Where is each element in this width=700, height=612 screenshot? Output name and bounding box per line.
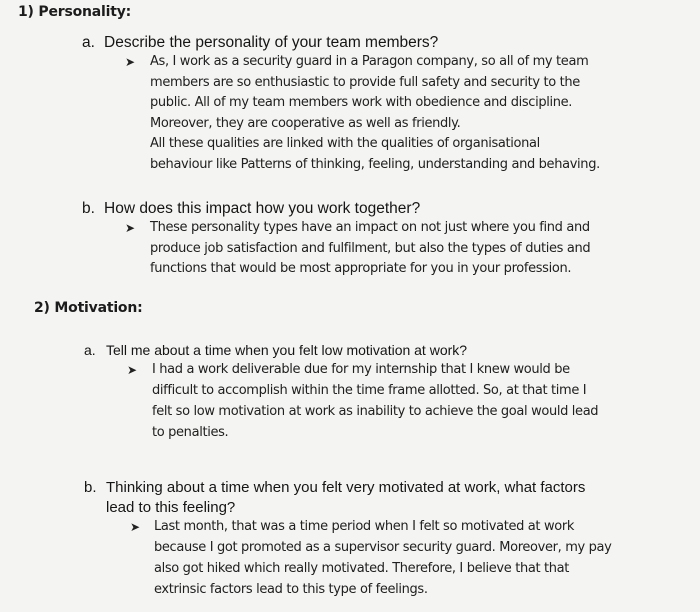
question-text: How does this impact how you work together? [104, 200, 421, 217]
answer-line: These personality types have an impact on not just where you find and [150, 220, 590, 235]
answer-2b [154, 516, 612, 600]
question-1b [82, 200, 420, 218]
question-letter: b. [82, 200, 95, 217]
answer-line: As, I work as a security guard in a Paragon company, so all of my team [150, 54, 589, 69]
question-2a [84, 342, 467, 358]
question-letter: b. [84, 479, 97, 496]
answer-2a [152, 359, 598, 443]
question-text: Describe the personality of your team members? [104, 34, 439, 51]
answer-line: also got hiked which really motivated. Therefore, I believe that that [154, 561, 569, 576]
question-2b [84, 478, 585, 518]
question-text-line: Thinking about a time when you felt very motivated at work, what factors [106, 479, 586, 496]
answer-line: because I got promoted as a supervisor security guard. Moreover, my pay [154, 540, 612, 555]
answer-line: members are so enthusiastic to provide full safety and security to the [150, 74, 580, 90]
bullet-arrow-icon: ➤ [127, 363, 138, 377]
answer-line: All these qualities are linked with the qualities of organisational [150, 136, 540, 151]
answer-1a [150, 52, 600, 175]
answer-line: produce job satisfaction and fulfilment, but also the types of duties and [150, 240, 591, 256]
answer-line: I had a work deliverable due for my internship that I knew would be [152, 362, 570, 377]
bullet-arrow-icon: ➤ [125, 55, 136, 69]
answer-line: to penalties. [152, 425, 229, 440]
bullet-arrow-icon: ➤ [130, 520, 141, 534]
answer-line: extrinsic factors lead to this type of feelings. [154, 582, 428, 597]
question-1a [82, 34, 438, 52]
question-letter: a. [84, 342, 96, 358]
question-text [106, 478, 585, 518]
answer-line: public. All of my team members work with obedience and discipline. [150, 95, 573, 110]
answer-line: functions that would be most appropriate for you in your profession. [150, 261, 572, 276]
section-heading-motivation: 2) Motivation: [34, 300, 143, 316]
answer-line: felt so low motivation at work as inability to achieve the goal would lead [152, 404, 599, 419]
answer-line: behaviour like Patterns of thinking, feeling, understanding and behaving. [150, 156, 600, 172]
answer-line: Moreover, they are cooperative as well as friendly. [150, 115, 461, 131]
question-text-line: lead to this feeling? [106, 499, 236, 516]
answer-line: difficult to accomplish within the time frame allotted. So, at that time I [152, 383, 587, 398]
question-text: Tell me about a time when you felt low motivation at work? [106, 342, 468, 358]
section-heading-personality: 1) Personality: [18, 4, 132, 20]
bullet-arrow-icon: ➤ [125, 221, 136, 235]
question-letter: a. [82, 34, 95, 51]
answer-1b [150, 218, 590, 280]
answer-line: Last month, that was a time period when I felt so motivated at work [154, 519, 575, 534]
